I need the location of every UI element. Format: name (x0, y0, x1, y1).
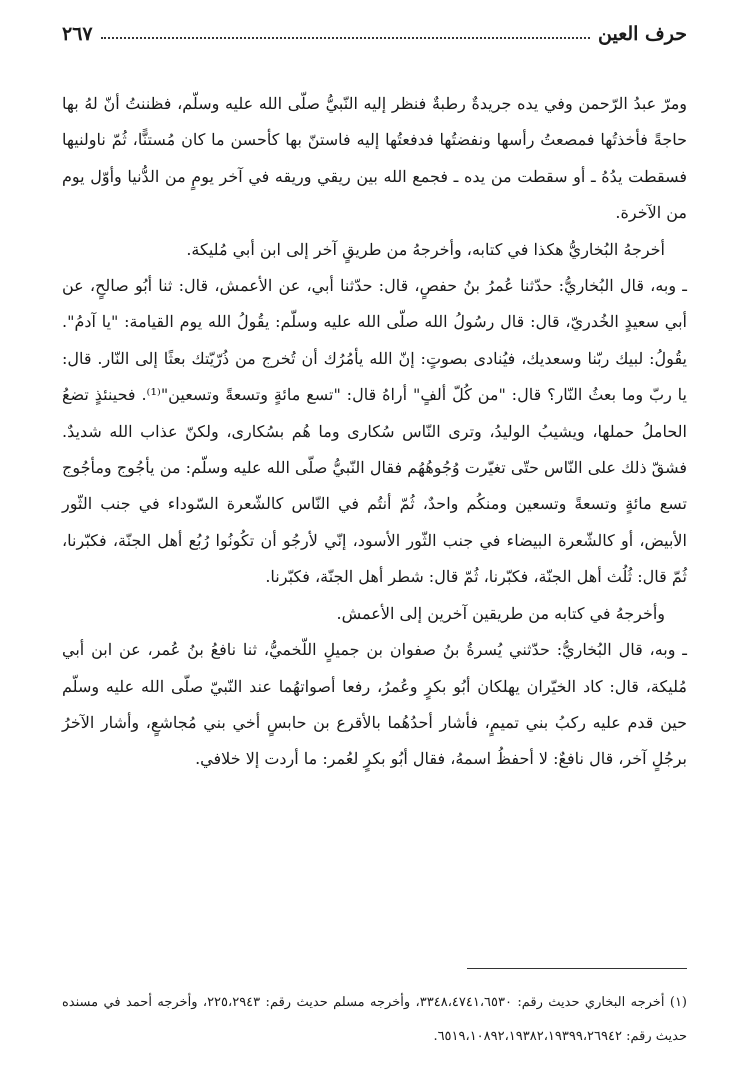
paragraph: ومرّ عبدُ الرّحمن وفي يده جريدةٌ رطبةٌ فنظر إليه النّبيُّ صلّى الله عليه وسلّم، فظننتُ أنّ لهُ بها حاجةً فأخذتُها فمصعتُ رأسها ونفضتُها فدفعتُها إليه فاستنّ بها كأحسن ما كان مُستنًّا، ثُمّ ناولنيها فسقطت يدُهُ ـ أو سقطت من يده ـ فجمع الله بين ريقي وريقه في آخر يومٍ من الدُّنيا وأوّل يوم من الآخرة. (62, 94, 688, 223)
footnote-separator (467, 968, 687, 969)
paragraph: أخرجهُ البُخاريُّ هكذا في كتابه، وأخرجهُ من طريقٍ آخر إلى ابن أبي مُليكة. (186, 239, 665, 259)
paragraph: ـ وبه، قال البُخاريُّ: حدّثنا عُمرُ بنُ حفصٍ، قال: حدّثنا أبي، عن الأعمش، قال: ثنا أبُو صالحٍ، عن أبي سعيدٍ الخُدريّ، قال: قال رسُولُ الله صلّى الله عليه وسلّم: يقُولُ الله يوم القيامة: "يا آدمُ". يقُولُ: لبيك ربّنا وسعديك، فيُنادى بصوتٍ: إنّ الله يأمُرُك أن تُخرج من ذُرّيّتك بعثًا إلى النّار. قال: يا ربّ وما بعثُ النّار؟ قال: "من كُلّ ألفٍ" أراهُ قال: "تسع مائةٍ وتسعةً وتسعين"⁽¹⁾. فحينئذٍ تضعُ الحاملُ حملها، ويشيبُ الوليدُ، وترى النّاس سُكارى وما هُم بسُكارى، ولكنّ عذاب الله شديدٌ. فشقّ ذلك على النّاس حتّى تغيّرت وُجُوهُهُم فقال النّبيُّ صلّى الله عليه وسلّم: من يأجُوج ومأجُوج تسع مائةٍ وتسعةً وتسعين ومنكُم واحدٌ، ثُمّ أنتُم في النّاس كالشّعرة السّوداء في جنب الثّور الأبيض، أو كالشّعرة البيضاء في جنب الثّور الأسود، إنّي لأرجُو أن تكُونُوا رُبُع أهل الجنّة، فكبّرنا، ثُمّ قال: ثُلُث أهل الجنّة، فكبّرنا، ثُمّ قال: شطر أهل الجنّة، فكبّرنا. (62, 276, 688, 587)
paragraph: وأخرجهُ في كتابه من طريقين آخرين إلى الأعمش. (336, 603, 665, 623)
dotted-leader (101, 37, 590, 39)
running-header (62, 14, 687, 54)
main-text (62, 86, 687, 778)
page-number: ٢٦٧ (62, 23, 93, 45)
paragraph: ـ وبه، قال البُخاريُّ: حدّثني يُسرةُ بنُ صفوان بن جميلٍ اللّخميُّ، ثنا نافعُ بنُ عُمر، عن ابن أبي مُليكة، قال: كاد الخيّران يهلكان أبُو بكرٍ وعُمرُ، رفعا أصواتهُما عند النّبيّ صلّى الله عليه وسلّم حين قدم عليه ركبُ بني تميمٍ، فأشار أحدُهُما بالأقرع بن حابسٍ أخي بني مُجاشعٍ، وأشار الآخرُ برجُلٍ آخر، قال نافعٌ: لا أحفظُ اسمهُ، فقال أبُو بكرٍ لعُمر: ما أردت إلا خلافي. (62, 640, 688, 769)
chapter-title: حرف العين (598, 23, 687, 45)
footnote: (١) أخرجه البخاري حديث رقم: ٣٣٤٨،٤٧٤١،٦٥٣٠، وأخرجه مسلم حديث رقم: ٢٢٥،٢٩٤٣، وأخرجه أحمد في مسنده حديث رقم: ٦٥١٩،١٠٨٩٢،١٩٣٨٢،١٩٣٩٩،٢٦٩٤٢. (62, 995, 687, 1044)
footnotes (62, 986, 687, 1054)
